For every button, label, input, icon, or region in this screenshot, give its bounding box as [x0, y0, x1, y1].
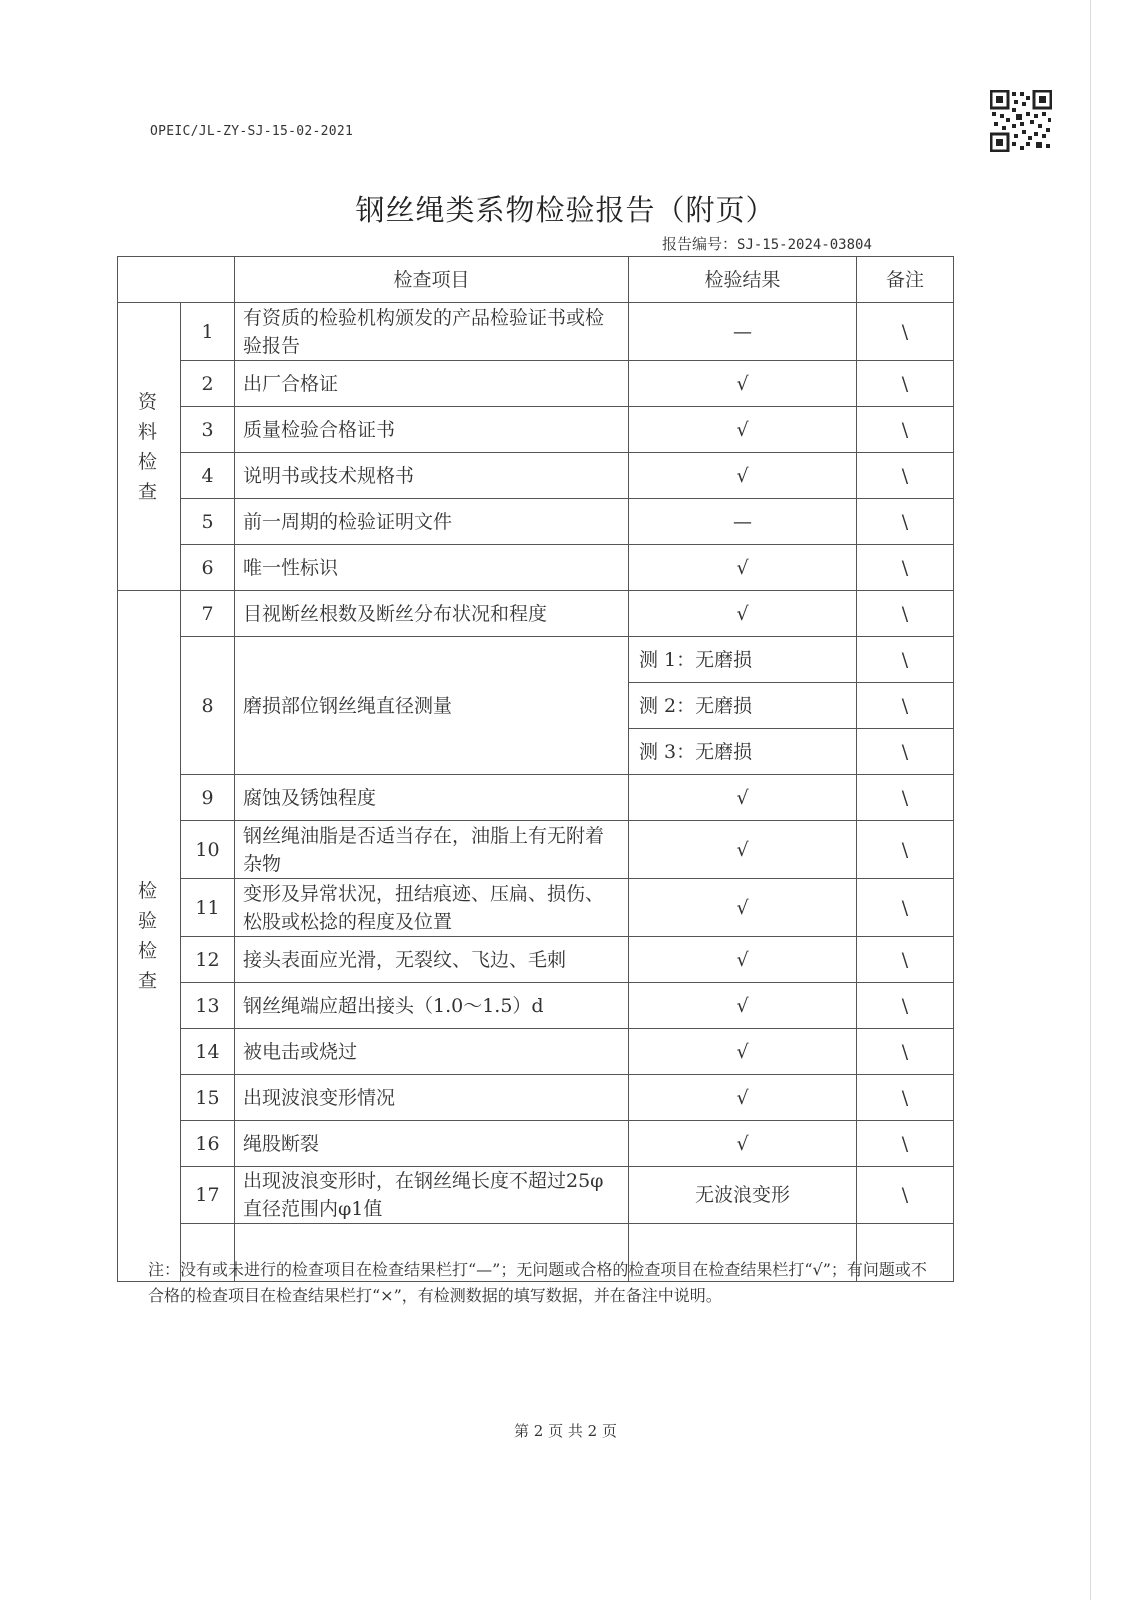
row-no: 10	[181, 821, 235, 879]
group-label-inspection-check: 检 验 检 查	[118, 591, 181, 1282]
row-remark: \	[857, 1121, 954, 1167]
row-remark: \	[857, 637, 954, 683]
row-item: 前一周期的检验证明文件	[235, 499, 629, 545]
table-row	[118, 821, 954, 879]
row-no: 2	[181, 361, 235, 407]
row-result: 无波浪变形	[629, 1167, 857, 1224]
page-footer: 第 2 页 共 2 页	[514, 1422, 617, 1440]
row-no: 17	[181, 1167, 235, 1224]
table-row	[118, 1029, 954, 1075]
table-row	[118, 303, 954, 361]
row-no: 6	[181, 545, 235, 591]
row-result: √	[629, 361, 857, 407]
row-result: √	[629, 1029, 857, 1075]
row-item: 磨损部位钢丝绳直径测量	[235, 637, 629, 775]
table-row	[118, 499, 954, 545]
report-number-value: SJ-15-2024-03804	[737, 237, 872, 253]
report-title: 钢丝绳类系物检验报告（附页）	[355, 193, 776, 227]
row-no: 11	[181, 879, 235, 937]
row-remark: \	[857, 361, 954, 407]
table-row	[118, 983, 954, 1029]
row-item: 目视断丝根数及断丝分布状况和程度	[235, 591, 629, 637]
row-remark: \	[857, 1075, 954, 1121]
table-row	[118, 937, 954, 983]
qr-code-icon	[990, 90, 1052, 152]
row-remark: \	[857, 821, 954, 879]
row-no: 4	[181, 453, 235, 499]
row-item: 腐蚀及锈蚀程度	[235, 775, 629, 821]
inspection-table	[117, 256, 954, 1282]
row-item: 被电击或烧过	[235, 1029, 629, 1075]
row-result: —	[629, 303, 857, 361]
row-remark: \	[857, 591, 954, 637]
row-result: √	[629, 453, 857, 499]
row-no: 13	[181, 983, 235, 1029]
row-result: √	[629, 775, 857, 821]
row-item: 接头表面应光滑，无裂纹、飞边、毛刺	[235, 937, 629, 983]
row-remark: \	[857, 683, 954, 729]
table-row	[118, 591, 954, 637]
row-item: 出现波浪变形时，在钢丝绳长度不超过25φ直径范围内φ1值	[235, 1167, 629, 1224]
table-row	[118, 1167, 954, 1224]
header-blank-cell	[118, 257, 235, 303]
row-item: 出现波浪变形情况	[235, 1075, 629, 1121]
row-remark: \	[857, 729, 954, 775]
row-result: √	[629, 983, 857, 1029]
row-item: 钢丝绳端应超出接头（1.0～1.5）d	[235, 983, 629, 1029]
row-remark: \	[857, 545, 954, 591]
row-no: 8	[181, 637, 235, 775]
row-remark: \	[857, 1167, 954, 1224]
row-result: √	[629, 879, 857, 937]
header-remark: 备注	[857, 257, 954, 303]
row-remark: \	[857, 1029, 954, 1075]
report-number-label: 报告编号：	[662, 235, 738, 253]
table-row	[118, 453, 954, 499]
row-remark: \	[857, 983, 954, 1029]
row-no: 7	[181, 591, 235, 637]
row-item: 出厂合格证	[235, 361, 629, 407]
row-remark: \	[857, 407, 954, 453]
row-item: 变形及异常状况，扭结痕迹、压扁、损伤、松股或松捻的程度及位置	[235, 879, 629, 937]
row-remark: \	[857, 937, 954, 983]
row-item: 质量检验合格证书	[235, 407, 629, 453]
group-label-document-check: 资 料 检 查	[118, 303, 181, 591]
page-edge-line	[1090, 0, 1091, 1600]
row-result: √	[629, 1121, 857, 1167]
row-no: 12	[181, 937, 235, 983]
table-row	[118, 361, 954, 407]
row-item: 绳股断裂	[235, 1121, 629, 1167]
table-row	[118, 1075, 954, 1121]
row-no: 16	[181, 1121, 235, 1167]
row-no: 1	[181, 303, 235, 361]
table-row	[118, 1121, 954, 1167]
table-row	[118, 545, 954, 591]
row-result: √	[629, 591, 857, 637]
table-row	[118, 407, 954, 453]
row-remark: \	[857, 879, 954, 937]
row-no: 9	[181, 775, 235, 821]
row-remark: \	[857, 303, 954, 361]
row-result: √	[629, 545, 857, 591]
row-item: 钢丝绳油脂是否适当存在，油脂上有无附着杂物	[235, 821, 629, 879]
row-result: √	[629, 937, 857, 983]
row-no: 15	[181, 1075, 235, 1121]
row-remark: \	[857, 775, 954, 821]
report-number	[662, 233, 872, 254]
row-remark: \	[857, 453, 954, 499]
table-row	[118, 775, 954, 821]
footnote: 注：没有或未进行的检查项目在检查结果栏打“—”；无问题或合格的检查项目在检查结果栏打“√”；有问题或不合格的检查项目在检查结果栏打“×”，有检测数据的填写数据，并在备注中说明。	[148, 1260, 927, 1305]
row-result: —	[629, 499, 857, 545]
row-remark: \	[857, 499, 954, 545]
row-no: 14	[181, 1029, 235, 1075]
row-result: √	[629, 1075, 857, 1121]
measure-result: 测 1：无磨损	[629, 637, 857, 683]
row-no: 5	[181, 499, 235, 545]
row-result: √	[629, 821, 857, 879]
table-row	[118, 637, 954, 683]
row-result: √	[629, 407, 857, 453]
measure-result: 测 2：无磨损	[629, 683, 857, 729]
document-code: OPEIC/JL-ZY-SJ-15-02-2021	[150, 124, 354, 139]
table-header-row	[118, 257, 954, 303]
row-item: 说明书或技术规格书	[235, 453, 629, 499]
row-item: 唯一性标识	[235, 545, 629, 591]
row-no: 3	[181, 407, 235, 453]
measure-result: 测 3：无磨损	[629, 729, 857, 775]
header-result: 检验结果	[629, 257, 857, 303]
table-row	[118, 879, 954, 937]
row-item: 有资质的检验机构颁发的产品检验证书或检验报告	[235, 303, 629, 361]
header-item: 检查项目	[235, 257, 629, 303]
